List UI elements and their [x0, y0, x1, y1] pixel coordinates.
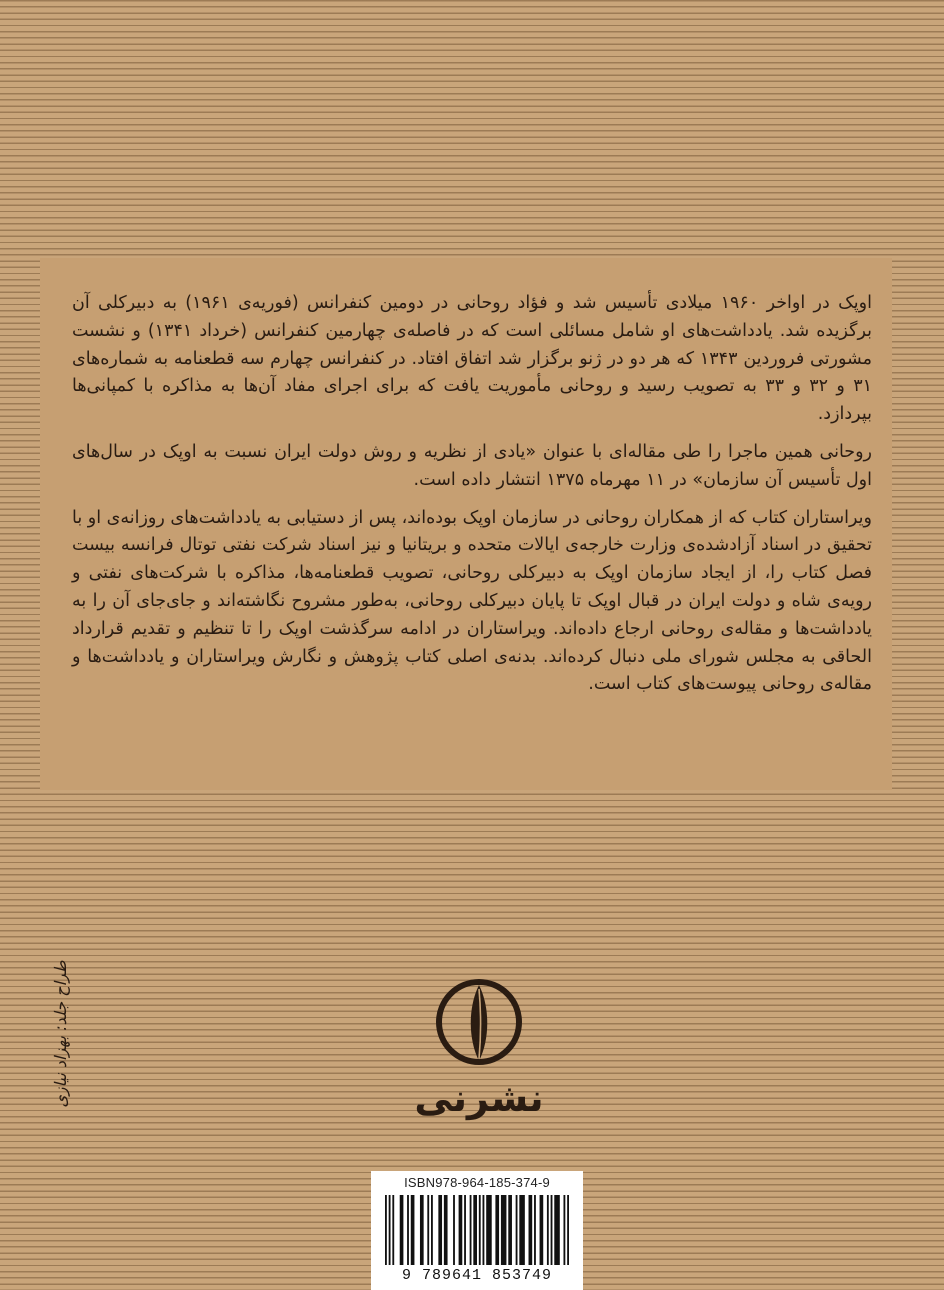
barcode-bar: [534, 1195, 536, 1265]
blurb-paragraph-3: ویراستاران کتاب که از همکاران روحانی در سازمان اوپک بوده‌اند، پس از دستیابی به یادداشت‌های روزانه‌ی او با تحقیق در اسناد آزادشده‌ی وزارت خارجه‌ی ایالات متحده و بریتانیا و نیز اسناد شرکت نفتی توتال فرانسه بیست فصل کتاب را، از ایجاد سازمان اوپک به دبیرکلی روحانی، تصویب قطعنامه‌ها، مذاکره با شرکت‌های نفتی و رویه‌ی شاه و دولت ایران در قبال اوپک تا پایان دبیرکلی روحانی، به‌طور مشروح نگاشته‌اند و جای‌جای آن را به یادداشت‌ها و مقاله‌ی روحانی ارجاع داده‌اند. ویراستاران در ادامه سرگذشت اوپک را تا تنظیم و تقدیم قرارداد الحاقی به مجلس شورای ملی دنبال کرده‌اند. بدنه‌ی اصلی کتاب پژوهش و نگارش ویراستاران و یادداشت‌ها و مقاله‌ی روحانی پیوست‌های کتاب است.: [72, 507, 872, 695]
barcode-bar: [389, 1195, 391, 1265]
barcode-bar: [519, 1195, 525, 1265]
barcode-bar: [529, 1195, 533, 1265]
barcode-bar: [551, 1195, 553, 1265]
barcode-bar: [453, 1195, 455, 1265]
barcode-bar: [411, 1195, 415, 1265]
barcode-bar: [459, 1195, 463, 1265]
barcode-bar: [400, 1195, 404, 1265]
barcode-bar: [427, 1195, 429, 1265]
barcode-bar: [540, 1195, 544, 1265]
publisher-logo-icon: [434, 967, 524, 1087]
barcode-bar: [516, 1195, 518, 1265]
barcode-bar: [438, 1195, 442, 1265]
barcode-bar: [385, 1195, 387, 1265]
barcode-bar: [392, 1195, 394, 1265]
barcode-bar: [554, 1195, 560, 1265]
barcode-bar: [563, 1195, 565, 1265]
barcode-bar: [501, 1195, 507, 1265]
barcode-digits: 9 789641 853749: [401, 1267, 553, 1284]
barcode-bar: [479, 1195, 481, 1265]
isbn-label: ISBN978-964-185-374-9: [404, 1175, 550, 1190]
barcode-bar: [495, 1195, 499, 1265]
cover-designer-credit: طراح جلد: بهزاد نیازی: [51, 960, 70, 1108]
barcode-bar: [407, 1195, 409, 1265]
barcode-bar: [473, 1195, 477, 1265]
blurb-paragraph-1: اوپک در اواخر ۱۹۶۰ میلادی تأسیس شد و فؤاد روحانی در دومین کنفرانس (فوریه‌ی ۱۹۶۱) به دبیرکلی آن برگزیده شد. یادداشت‌های او شامل مسائلی است که در فاصله‌ی چهارمین کنفرانس (خرداد ۱۳۴۱) و نشست مشورتی فروردین ۱۳۴۳ که هر دو در ژنو برگزار شد اتفاق افتاد. در کنفرانس چهارم سه قطعنامه به شماره‌های ۳۱ و ۳۲ و ۳۳ به تصویب رسید و روحانی مأموریت یافت که برای اجرای مفاد آن‌ها به مذاکره با کمپانی‌ها بپردازد.: [72, 293, 873, 425]
isbn-barcode: [371, 1171, 583, 1290]
barcode-bar: [420, 1195, 424, 1265]
barcode-bar: [431, 1195, 433, 1265]
barcode-bar: [508, 1195, 512, 1265]
barcode-bar: [470, 1195, 472, 1265]
back-cover-blurb: [72, 290, 872, 709]
barcode-bar: [483, 1195, 485, 1265]
publisher-name: نشرنی: [414, 1076, 544, 1120]
barcode-bar: [547, 1195, 549, 1265]
barcode-bar: [444, 1195, 448, 1265]
blurb-paragraph-2: روحانی همین ماجرا را طی مقاله‌ای با عنوان «یادی از نظریه و روش دولت ایران نسبت به اوپک در سال‌های اول تأسیس آن سازمان» در ۱۱ مهرماه ۱۳۷۵ انتشار داده است.: [72, 441, 872, 490]
barcode-bars: [385, 1195, 569, 1265]
barcode-bar: [464, 1195, 466, 1265]
barcode-bar: [567, 1195, 569, 1265]
barcode-bar: [486, 1195, 492, 1265]
